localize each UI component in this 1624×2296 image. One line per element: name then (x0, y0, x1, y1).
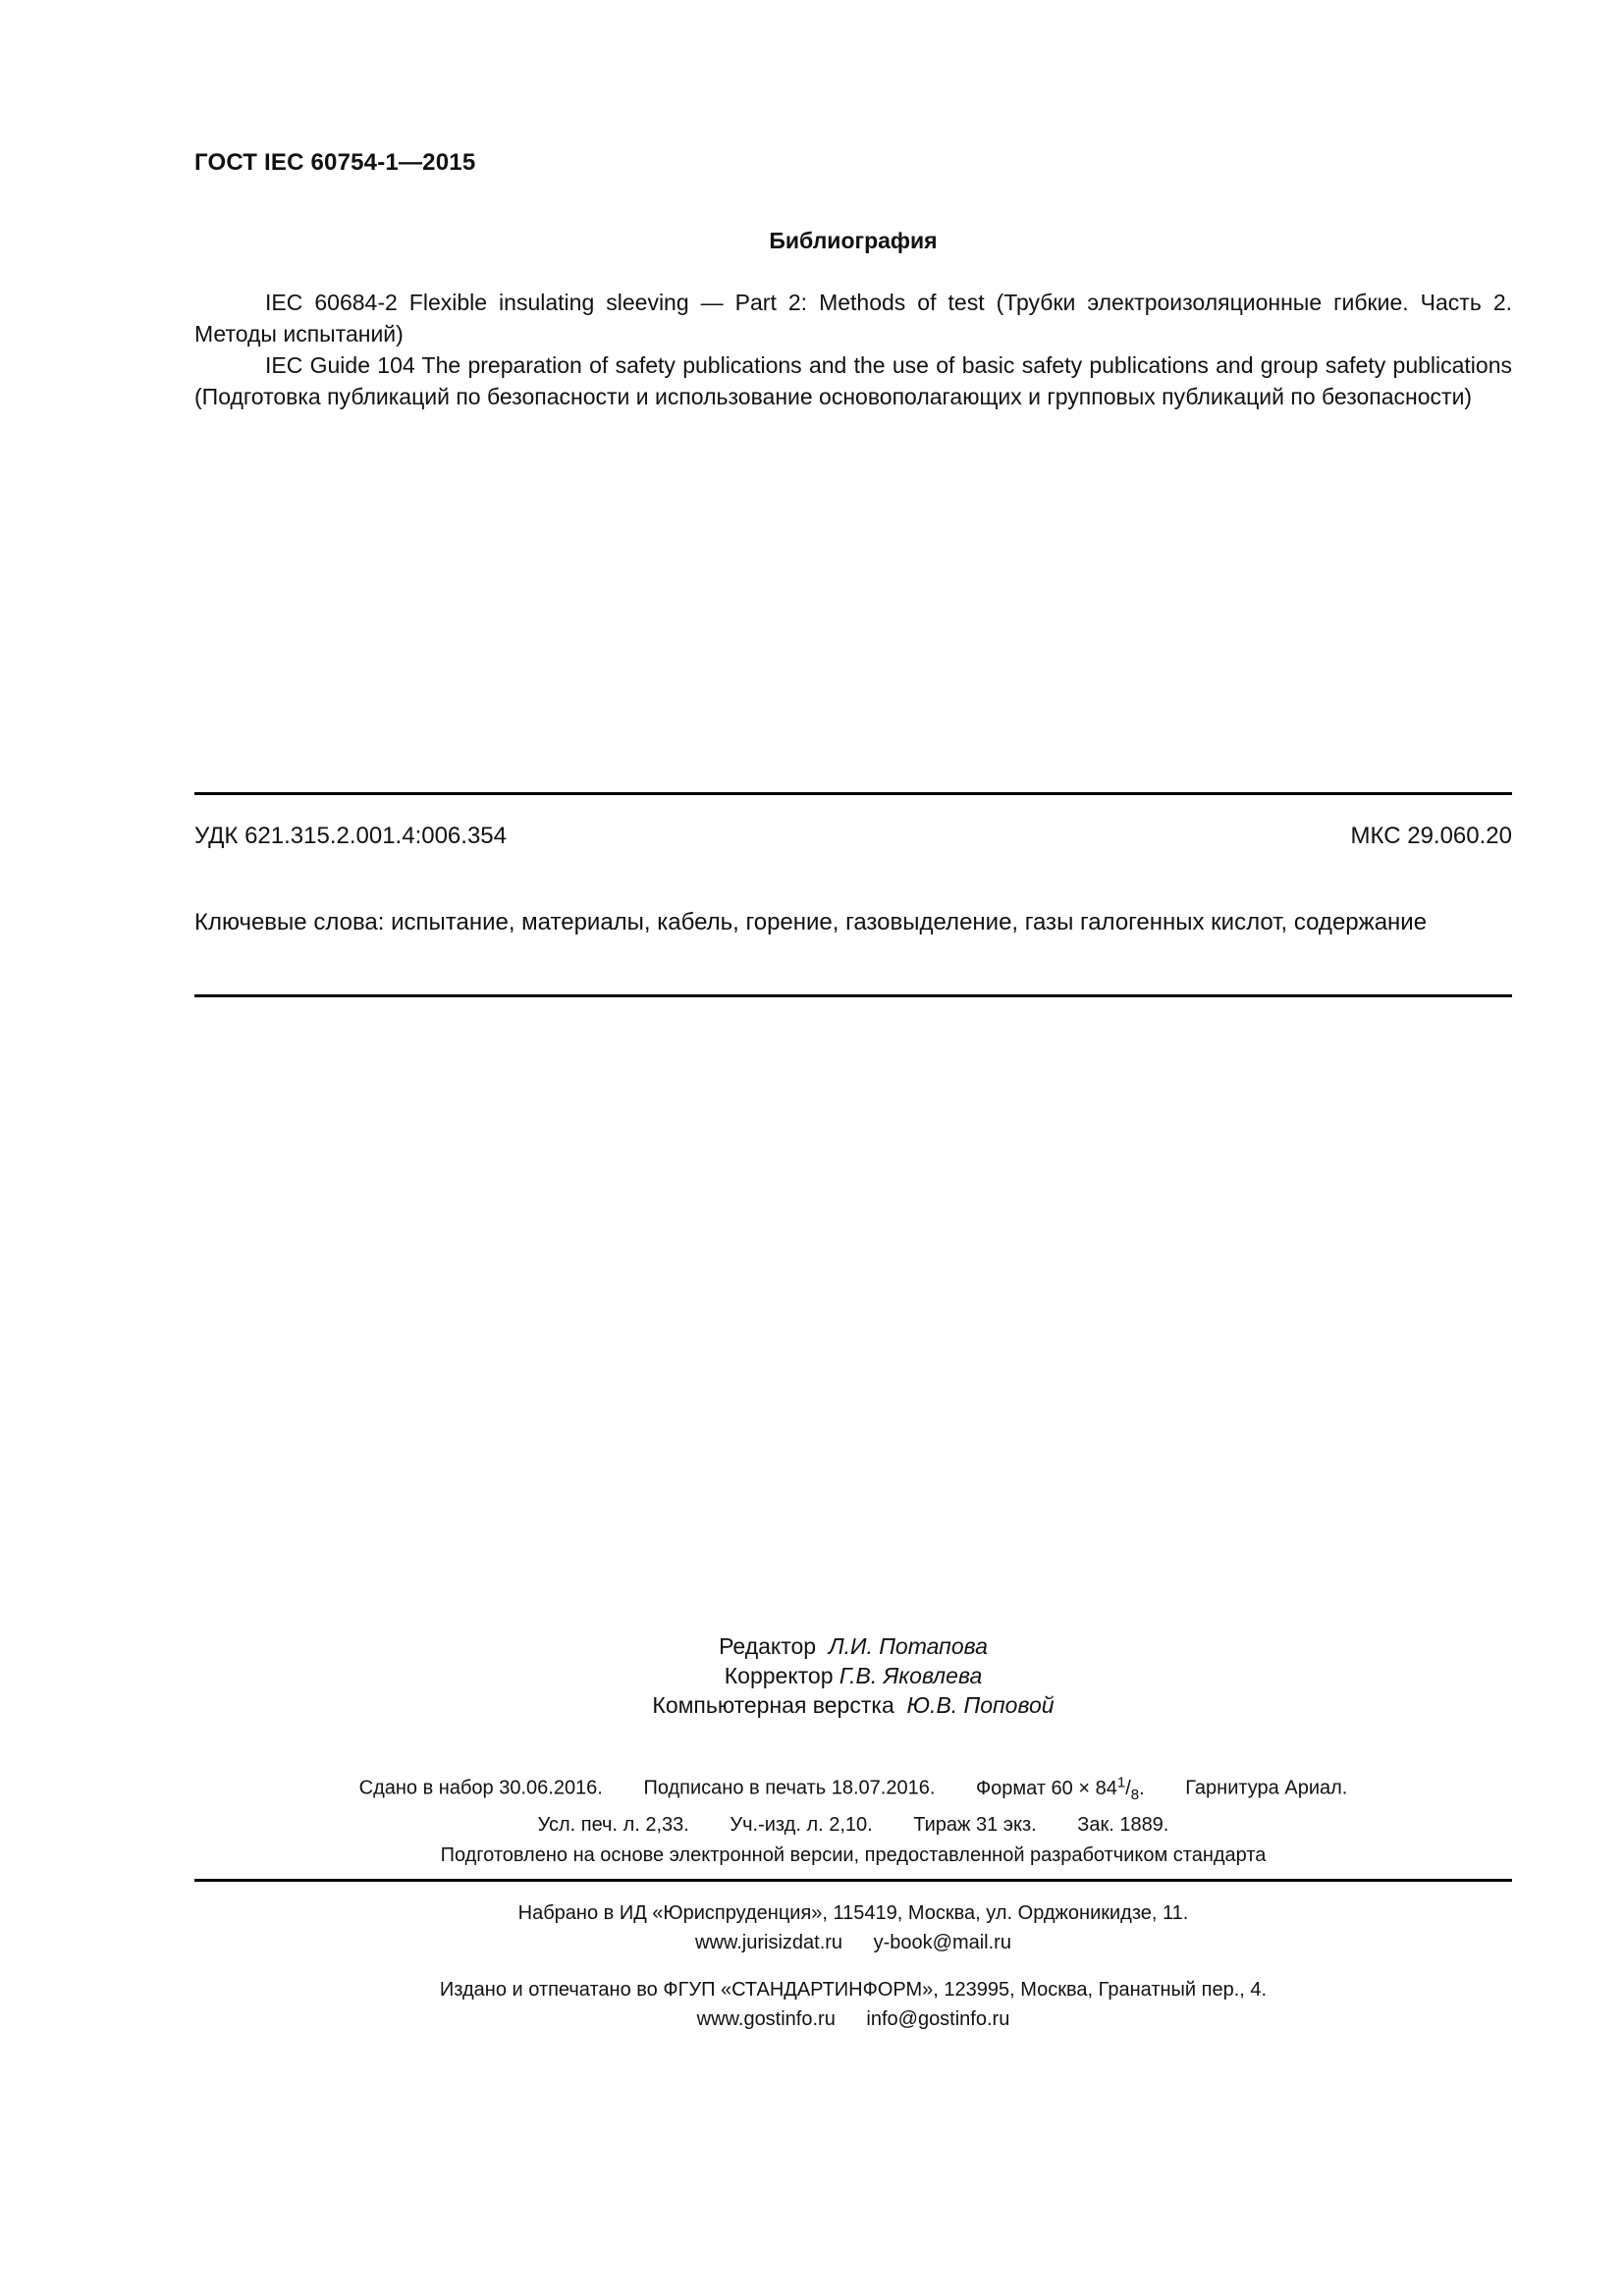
credit-name: Г.В. Яковлева (839, 1663, 983, 1688)
classification-row (194, 823, 1512, 850)
bibliography-list (194, 287, 1512, 412)
publisher-email-link[interactable]: info@gostinfo.ru (866, 2008, 1010, 2030)
printer-email-link[interactable]: y-book@mail.ru (873, 1932, 1011, 1953)
standard-id-header: ГОСТ IEC 60754-1—2015 (194, 149, 476, 176)
divider (194, 1879, 1512, 1882)
printer-website-link[interactable]: www.jurisizdat.ru (695, 1932, 843, 1953)
bibliography-title: Библиография (769, 228, 938, 253)
imprint-line-3: Подготовлено на основе электронной версии, предоставленной разработчиком стандарта (440, 1843, 1267, 1866)
typeface: Гарнитура Ариал. (1185, 1777, 1348, 1799)
printer-info (194, 1898, 1512, 1957)
credit-proofreader (194, 1661, 1512, 1690)
imprint (194, 1767, 1512, 1871)
printer-address: Набрано в ИД «Юриспруденция», 115419, Москва, ул. Орджоникидзе, 11. (517, 1902, 1189, 1924)
credit-role: Редактор (719, 1633, 817, 1659)
publisher-website-link[interactable]: www.gostinfo.ru (696, 2008, 836, 2030)
imprint-line-1 (194, 1767, 1512, 1810)
bibliography-entry: IEC Guide 104 The preparation of safety publications and the use of basic safety publications and group safety publications (Подготовка публикаций по безопасности и использование основополагающих и групповых публикаций по безопасности) (194, 352, 1512, 409)
divider (194, 994, 1512, 997)
credit-layout (194, 1690, 1512, 1720)
pub-sheets: Уч.-изд. л. 2,10. (730, 1813, 873, 1836)
submitted-date: Сдано в набор 30.06.2016. (358, 1777, 603, 1799)
publisher-info (194, 1975, 1512, 2034)
credit-role: Компьютерная верстка (652, 1692, 894, 1718)
udk-code: УДК 621.315.2.001.4:006.354 (194, 823, 507, 849)
credit-name: Л.И. Потапова (828, 1633, 988, 1659)
circulation: Тираж 31 экз. (913, 1813, 1037, 1836)
print-sheets: Усл. печ. л. 2,33. (537, 1813, 689, 1836)
credit-editor (194, 1631, 1512, 1661)
signed-date: Подписано в печать 18.07.2016. (643, 1777, 936, 1799)
format: Формат $60 \times 84^1/_8$. (975, 1774, 1145, 1803)
imprint-line-2 (194, 1810, 1512, 1841)
keywords: Ключевые слова: испытание, материалы, кабель, горение, газовыделение, газы галогенных кислот, содержание (194, 909, 1428, 935)
bibliography-entry: IEC 60684-2 Flexible insulating sleeving — Part 2: Methods of test (Трубки электроизоляционные гибкие. Часть 2. Методы испытаний) (194, 290, 1512, 347)
divider (194, 792, 1512, 795)
order-number: Зак. 1889. (1077, 1813, 1169, 1836)
mks-code: МКС 29.060.20 (1350, 823, 1512, 849)
credits (194, 1631, 1512, 1720)
credit-role: Корректор (724, 1663, 834, 1688)
publisher-address: Издано и отпечатано во ФГУП «СТАНДАРТИНФОРМ», 123995, Москва, Гранатный пер., 4. (439, 1979, 1268, 2001)
credit-name: Ю.В. Поповой (906, 1692, 1055, 1718)
